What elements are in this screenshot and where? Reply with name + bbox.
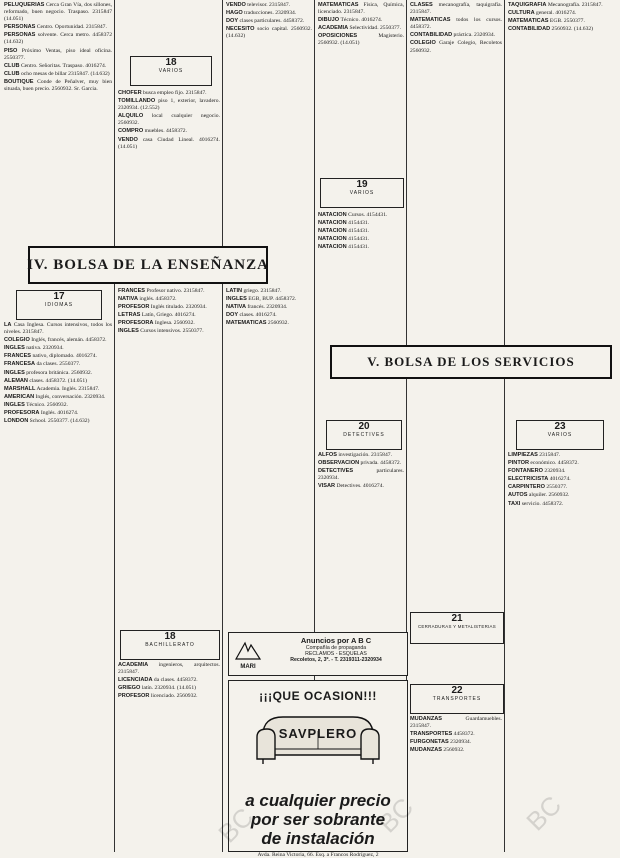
classified-ad xyxy=(4,370,112,377)
ad-keyword: INGLES xyxy=(118,328,139,335)
ad-keyword: ACADEMIA xyxy=(118,662,149,668)
ad-text: socio capital. 2560932. (14.632) xyxy=(226,26,312,40)
ad-text: Cursos. 4154431. xyxy=(346,212,388,218)
ad-text: Latín, Griego. 4016274. xyxy=(140,312,196,319)
ad-text: 2320934. xyxy=(543,468,566,475)
ad-keyword: FONTANERO xyxy=(508,468,544,475)
ad-text: Física, Química, licenciado. 2315847. xyxy=(318,2,404,16)
classified-column xyxy=(318,212,404,342)
ad-keyword: MATEMATICAS xyxy=(410,17,451,24)
classified-ad xyxy=(4,337,112,344)
classified-ad xyxy=(4,32,112,46)
classified-ad xyxy=(318,220,404,227)
ad-text: da clases. 4458372. xyxy=(152,677,198,684)
ad-text: muebles. 4458372. xyxy=(143,128,187,135)
ad-text: EGB. 2550377. xyxy=(548,18,585,25)
classified-ad xyxy=(4,322,112,336)
watermark-logo: BC xyxy=(212,801,260,849)
ad-text: busca empleo fijo. 2315847. xyxy=(141,90,207,96)
classified-ad xyxy=(118,98,220,112)
heading-number: 20 xyxy=(358,421,370,432)
classified-ad xyxy=(226,18,312,25)
ad-text: clases. 4016274. xyxy=(238,312,277,319)
ad-keyword: COMPRO xyxy=(118,128,144,135)
heading-number: 18 xyxy=(164,631,176,642)
ad-keyword: PELUQUERIAS xyxy=(4,2,45,8)
ad-text: 2560932. (14.632) xyxy=(550,26,594,33)
heading-label: VARIOS xyxy=(349,190,375,196)
ad-keyword: NATACION xyxy=(318,212,347,218)
ad-keyword: AMERICAN xyxy=(4,393,35,400)
ad-text: 2320934. xyxy=(448,739,472,746)
ad-text: Casa Inglesa. Cursos intensivos, todos los niveles. 2315847. xyxy=(4,322,112,336)
classified-ad xyxy=(118,312,220,319)
ad-text: 4154431. xyxy=(346,236,370,243)
ad-text: 2560932. xyxy=(266,320,289,327)
brand-logo-text: SAVPLERO xyxy=(278,726,358,741)
classified-ad xyxy=(318,212,404,219)
ad-text: Cursos intensivos. 2550377. xyxy=(138,328,204,335)
classified-ad xyxy=(226,320,312,327)
classified-ad xyxy=(4,394,112,401)
section-heading-varios-23 xyxy=(516,420,604,450)
classified-ad xyxy=(4,345,112,352)
abc-ad-box xyxy=(228,632,408,676)
ad-keyword: ACADEMIA xyxy=(318,25,349,32)
ad-text: School. 2550377. (14.632) xyxy=(28,418,90,425)
ad-keyword: LA xyxy=(4,322,12,328)
classified-ad xyxy=(508,476,616,483)
ad-keyword: FRANCES xyxy=(118,288,146,294)
classified-ad xyxy=(508,452,616,459)
ad-keyword: MATEMATICAS xyxy=(508,18,549,25)
ad-keyword: NATACION xyxy=(318,220,347,227)
ad-text: Selectividad. 2550377. xyxy=(348,25,401,32)
classified-ad xyxy=(4,2,112,23)
ad-keyword: LICENCIADA xyxy=(118,677,153,684)
classified-ad xyxy=(4,353,112,360)
classified-ad xyxy=(226,296,312,303)
classified-column xyxy=(508,452,616,850)
abc-ad-line: Compañía de propaganda xyxy=(305,645,367,651)
ad-text: 4154431. xyxy=(346,228,370,235)
ad-keyword: INGLES xyxy=(226,296,247,303)
ad-keyword: DETECTIVES xyxy=(318,468,354,475)
ad-keyword: LETRAS xyxy=(118,312,141,319)
heading-label: DETECTIVES xyxy=(343,432,385,438)
ad-text: clases particulares. 4458372. xyxy=(238,18,305,25)
ad-keyword: CONTABILIDAD xyxy=(508,26,551,33)
classified-ad xyxy=(410,739,502,746)
classified-ad xyxy=(4,410,112,417)
classified-ad xyxy=(410,17,502,31)
ad-keyword: NECESITO xyxy=(226,26,255,33)
ad-keyword: PERSONAS xyxy=(4,32,36,39)
ad-text: general. 4016274. xyxy=(534,10,577,17)
ad-keyword: COLEGIO xyxy=(410,40,436,47)
ad-keyword: AUTOS xyxy=(508,492,528,499)
abc-ad-phone: Recoletos, 2, 3º. - T. 2319311-2320934 xyxy=(290,657,382,663)
classified-ad xyxy=(4,63,112,70)
classified-column xyxy=(410,716,502,850)
ad-text: 4154431. xyxy=(346,220,370,227)
ad-text: nativo, diplomado. 4016274. xyxy=(31,353,97,360)
ad-keyword: PINTOR xyxy=(508,460,530,467)
classified-ad xyxy=(118,304,220,311)
ad-keyword: NATACION xyxy=(318,236,347,243)
column-rule xyxy=(504,0,505,852)
ad-text: profesora británica. 2560932. xyxy=(24,369,93,376)
classified-ad xyxy=(318,228,404,235)
ad-keyword: ALEMAN xyxy=(4,377,28,384)
ad-slogan-line: de instalación xyxy=(261,829,375,848)
heading-label: VARIOS xyxy=(158,68,184,74)
ad-text: inglés. 4458372. xyxy=(138,296,177,303)
classified-ad xyxy=(508,468,616,475)
ad-keyword: PROFESOR xyxy=(118,304,150,311)
ad-keyword: TAXI xyxy=(508,500,521,507)
classified-ad xyxy=(318,244,404,251)
ad-text: 2560932. xyxy=(442,747,465,754)
ad-keyword: VENDO xyxy=(226,2,246,8)
ad-text: solvente. Cerca metro. 4458372 (14.632) xyxy=(4,32,112,46)
classified-ad xyxy=(4,71,112,78)
heading-number: 22 xyxy=(451,685,463,696)
classified-ad xyxy=(410,2,502,16)
ad-keyword: LATIN xyxy=(226,288,243,294)
heading-label: IDIOMAS xyxy=(44,302,74,308)
ad-text: Garaje Colegio, Recoletos 2560932. xyxy=(410,40,502,54)
ad-keyword: OBSERVACION xyxy=(318,460,360,467)
classified-ad xyxy=(4,48,112,62)
watermark-logo: BC xyxy=(520,789,568,837)
heading-number: 23 xyxy=(554,421,566,432)
ad-keyword: MARSHALL xyxy=(4,385,36,392)
heading-label: VARIOS xyxy=(547,432,573,438)
classified-ad xyxy=(226,26,312,40)
ad-text: 4458372. xyxy=(452,731,475,738)
ad-text: griego. 2315847. xyxy=(242,288,282,294)
classified-ad xyxy=(508,10,616,17)
ad-text: ingenieros, arquitectos. 2315847. xyxy=(118,662,220,676)
ad-text: Academia. Inglés. 2315847. xyxy=(35,385,100,392)
ad-keyword: TAQUIGRAFIA xyxy=(508,2,547,8)
ad-text: económico. 4458372. xyxy=(529,460,579,467)
ad-keyword: NATIVA xyxy=(226,304,246,311)
classified-ad xyxy=(410,40,502,54)
classified-ad xyxy=(508,26,616,33)
ad-keyword: PROFESOR xyxy=(118,693,150,700)
ad-keyword: ALFOS xyxy=(318,452,337,458)
heading-label: TRANSPORTES xyxy=(432,696,482,702)
classified-column xyxy=(118,288,220,618)
ad-text: Cerca Gran Vía, dos sillones, reformado, buen negocio. Traspaso. 2315847 (14.051) xyxy=(4,2,112,23)
classified-ad xyxy=(318,33,404,47)
ad-text: todos los cursos. 4458372. xyxy=(410,17,502,31)
classified-ad xyxy=(410,716,502,730)
ad-keyword: NATACION xyxy=(318,228,347,235)
watermark-logo: BC xyxy=(372,791,420,839)
classified-column xyxy=(318,2,404,174)
ad-keyword: INGLES xyxy=(4,401,25,408)
mari-logo-text: MARI xyxy=(240,664,256,670)
ad-keyword: VENDO xyxy=(118,136,138,143)
ad-keyword: COLEGIO xyxy=(4,337,30,344)
classified-ad xyxy=(508,492,616,499)
ad-text: 2315847. xyxy=(537,452,561,458)
ad-text: 4154431. xyxy=(346,244,370,251)
ad-keyword: INGLES xyxy=(4,345,25,352)
ad-text: Centro. Oportunidad. 2315847. xyxy=(35,24,107,31)
classified-column xyxy=(226,288,312,628)
ad-text: Inglés. 4016274. xyxy=(39,410,79,417)
ad-keyword: OPOSICIONES xyxy=(318,33,358,40)
ad-text: mecanografía, taquigrafía. 2315847. xyxy=(410,2,502,16)
ad-text: licenciado. 2560932. xyxy=(149,693,198,700)
ad-text: Próximo Ventas, piso ideal oficina. 2550377. xyxy=(4,47,112,61)
ad-text: piso 1, exterior, lavadero. 2320934. (12.552) xyxy=(118,98,220,112)
ad-text: alquiler. 2560932. xyxy=(527,492,570,499)
ad-text: clases. 4458372. (14.051) xyxy=(27,377,87,384)
classified-ad xyxy=(226,2,312,9)
ad-text: Conde de Peñalver, muy bien situada, buen precio. 2560932. Sr. Garcia. xyxy=(4,78,112,93)
ad-headline: ¡¡¡QUE OCASION!!! xyxy=(259,689,377,703)
section-heading-bachillerato xyxy=(120,630,220,660)
ad-keyword: INGLES xyxy=(4,369,25,376)
classified-column xyxy=(4,322,112,850)
classified-column xyxy=(410,2,502,342)
classified-ad xyxy=(226,10,312,17)
ad-text: Inglés, conversación. 2320934. xyxy=(34,393,106,400)
classified-ad xyxy=(410,747,502,754)
classified-ad xyxy=(118,693,220,700)
ad-keyword: LONDON xyxy=(4,418,29,425)
ad-text: Detectives. 4016274. xyxy=(335,483,384,490)
ad-text: 2550377. xyxy=(544,484,568,491)
ad-keyword: VISAR xyxy=(318,483,336,490)
classified-ad xyxy=(226,312,312,319)
classified-ad xyxy=(318,17,404,24)
ad-text: Técnico. 4016274. xyxy=(339,17,383,24)
ad-text: Técnico. 2560932. xyxy=(24,401,68,408)
ad-keyword: CONTABILIDAD xyxy=(410,32,453,39)
ad-keyword: CLASES xyxy=(410,2,433,8)
classified-ad xyxy=(508,18,616,25)
ad-keyword: PROFESORA xyxy=(118,320,154,327)
ad-keyword: ALQUILO xyxy=(118,113,144,120)
classified-ad xyxy=(318,468,404,482)
ad-text: EGB, BUP. 4458372. xyxy=(246,296,297,303)
heading-number: 19 xyxy=(356,179,368,190)
ad-keyword: PISO xyxy=(4,47,18,54)
ad-keyword: HAGO xyxy=(226,10,243,17)
section-heading-cerraduras xyxy=(410,612,504,644)
classified-column xyxy=(118,90,220,225)
ad-text: Mecanografía. 2315847. xyxy=(546,2,603,8)
ad-text: nativa. 2320934. xyxy=(24,345,64,352)
ad-text: privada. 4458372. xyxy=(359,460,402,467)
classified-ad xyxy=(4,79,112,93)
ad-keyword: LIMPIEZAS xyxy=(508,452,538,458)
ad-text: Guardamuebles. 2315847. xyxy=(410,716,502,730)
classified-ad xyxy=(118,677,220,684)
abc-ad-line: RECLAMOS - ESQUELAS xyxy=(305,651,367,657)
classified-ad xyxy=(508,2,616,9)
mari-logo-icon xyxy=(233,639,263,670)
ad-keyword: DIBUJO xyxy=(318,17,340,24)
classified-ad xyxy=(508,460,616,467)
ad-keyword: TOMILLANDO xyxy=(118,98,156,105)
classified-column xyxy=(118,662,220,850)
ad-keyword: NATACION xyxy=(318,244,347,251)
section-banner-servicios: V. BOLSA DE LOS SERVICIOS xyxy=(330,345,612,379)
classified-ad xyxy=(4,402,112,409)
column-rule xyxy=(114,0,115,852)
ad-text: Profesor nativo. 2315847. xyxy=(145,288,205,294)
classified-ad xyxy=(4,361,112,368)
ad-text: televisor. 2315847. xyxy=(245,2,291,8)
ad-text: 4016274. xyxy=(548,476,571,483)
ad-text: práctica. 2320934. xyxy=(452,32,496,39)
ad-keyword: MUDANZAS xyxy=(410,747,443,754)
ad-keyword: MATEMATICAS xyxy=(318,2,359,8)
classified-ad xyxy=(226,288,312,295)
section-heading-transportes xyxy=(410,684,504,714)
classified-ad xyxy=(118,90,220,97)
classified-column xyxy=(4,2,112,217)
section-heading-varios-19 xyxy=(320,178,404,208)
classified-ad xyxy=(318,236,404,243)
ad-keyword: FRANCES xyxy=(4,353,32,360)
classified-ad xyxy=(318,452,404,459)
ad-text: Magisterio. 2560932. (14.051) xyxy=(318,33,404,47)
ad-text: particulares. 2320934. xyxy=(318,468,404,482)
sofa-illustration-icon xyxy=(253,707,383,767)
ad-keyword: CLUB xyxy=(4,62,20,69)
ad-keyword: CARPINTERO xyxy=(508,484,545,491)
ad-address: Avda. Reina Victoria, 66. Esq. a Francos Rodríguez, 2 xyxy=(257,852,379,858)
section-heading-idiomas xyxy=(16,290,102,320)
heading-number: 17 xyxy=(53,291,65,302)
classified-ad xyxy=(410,731,502,738)
classified-ad xyxy=(4,24,112,31)
heading-number: 18 xyxy=(165,57,177,68)
classified-ad xyxy=(318,460,404,467)
section-banner-ensenanza: IV. BOLSA DE LA ENSEÑANZA xyxy=(28,246,268,284)
section-heading-detectives xyxy=(326,420,402,450)
classified-ad xyxy=(118,296,220,303)
ad-text: local cualquier negocio. 2560932. xyxy=(118,113,220,127)
ad-keyword: PERSONAS xyxy=(4,24,36,31)
classified-ad xyxy=(318,2,404,16)
ad-text: francés. 2320934. xyxy=(246,304,288,311)
classified-column xyxy=(508,2,616,342)
classified-ad xyxy=(118,328,220,335)
classified-column xyxy=(318,452,404,602)
ad-keyword: NATIVA xyxy=(118,296,138,303)
classified-ad xyxy=(4,386,112,393)
classified-column xyxy=(226,2,312,217)
ad-keyword: TRANSPORTES xyxy=(410,731,453,738)
classified-ad xyxy=(118,113,220,127)
ad-text: Inglés titulado. 2320934. xyxy=(149,304,207,311)
ad-text: traducciones. 2320934. xyxy=(242,10,297,17)
classified-ad xyxy=(508,484,616,491)
classified-ad xyxy=(118,685,220,692)
classified-ad xyxy=(318,25,404,32)
ad-keyword: CULTURA xyxy=(508,10,535,17)
classified-ad xyxy=(4,418,112,425)
ad-keyword: CHOFER xyxy=(118,90,142,96)
ad-keyword: PROFESORA xyxy=(4,410,40,417)
ad-text: da clases. 2550377. xyxy=(35,361,81,368)
ad-keyword: FRANCESA xyxy=(4,361,36,368)
heading-label: CERRADURAS Y METALISTERIAS xyxy=(417,624,497,629)
heading-number: 21 xyxy=(451,613,463,624)
column-rule xyxy=(222,0,223,852)
ad-keyword: ELECTRICISTA xyxy=(508,476,549,483)
classified-ad xyxy=(118,128,220,135)
classified-ad xyxy=(318,483,404,490)
ad-keyword: BOUTIQUE xyxy=(4,78,34,85)
ad-slogan-line: a cualquier precio xyxy=(245,791,391,810)
classified-ad xyxy=(226,304,312,311)
classified-ad xyxy=(118,320,220,327)
ad-keyword: DOY xyxy=(226,18,239,25)
ad-text: servicio. 4458372. xyxy=(520,500,564,507)
ad-text: latín. 2320934. (14.051) xyxy=(140,685,197,692)
classified-ad xyxy=(410,32,502,39)
ad-keyword: MUDANZAS xyxy=(410,716,443,722)
ad-text: Inglés, francés, alemán. 4458372. xyxy=(29,337,107,344)
ad-text: investigación. 2315847. xyxy=(336,452,392,458)
ad-text: casa Ciudad Lineal. 4016274. (14.051) xyxy=(118,136,220,150)
section-heading-varios-18 xyxy=(130,56,212,86)
ad-text: Centro. Señoritas. Traspaso. 4016274. xyxy=(19,62,107,69)
ad-text: Inglesa. 2560932. xyxy=(153,320,195,327)
ad-keyword: CLUB xyxy=(4,70,20,77)
abc-ad-title: Anuncios por A B C xyxy=(300,636,372,645)
ad-keyword: MATEMATICAS xyxy=(226,320,267,327)
ad-keyword: GRIEGO xyxy=(118,685,141,692)
ad-slogan-line: por ser sobrante xyxy=(250,810,386,829)
classified-ad xyxy=(118,137,220,151)
heading-label: BACHILLERATO xyxy=(145,642,195,648)
classified-ad xyxy=(118,662,220,676)
ad-text: ocho mesas de billar 2315847. (14.632) xyxy=(19,70,110,77)
classified-ad xyxy=(508,501,616,508)
classified-ad xyxy=(4,378,112,385)
ad-keyword: FURGONETAS xyxy=(410,739,449,746)
classified-ad xyxy=(118,288,220,295)
ad-keyword: DOY xyxy=(226,312,239,319)
